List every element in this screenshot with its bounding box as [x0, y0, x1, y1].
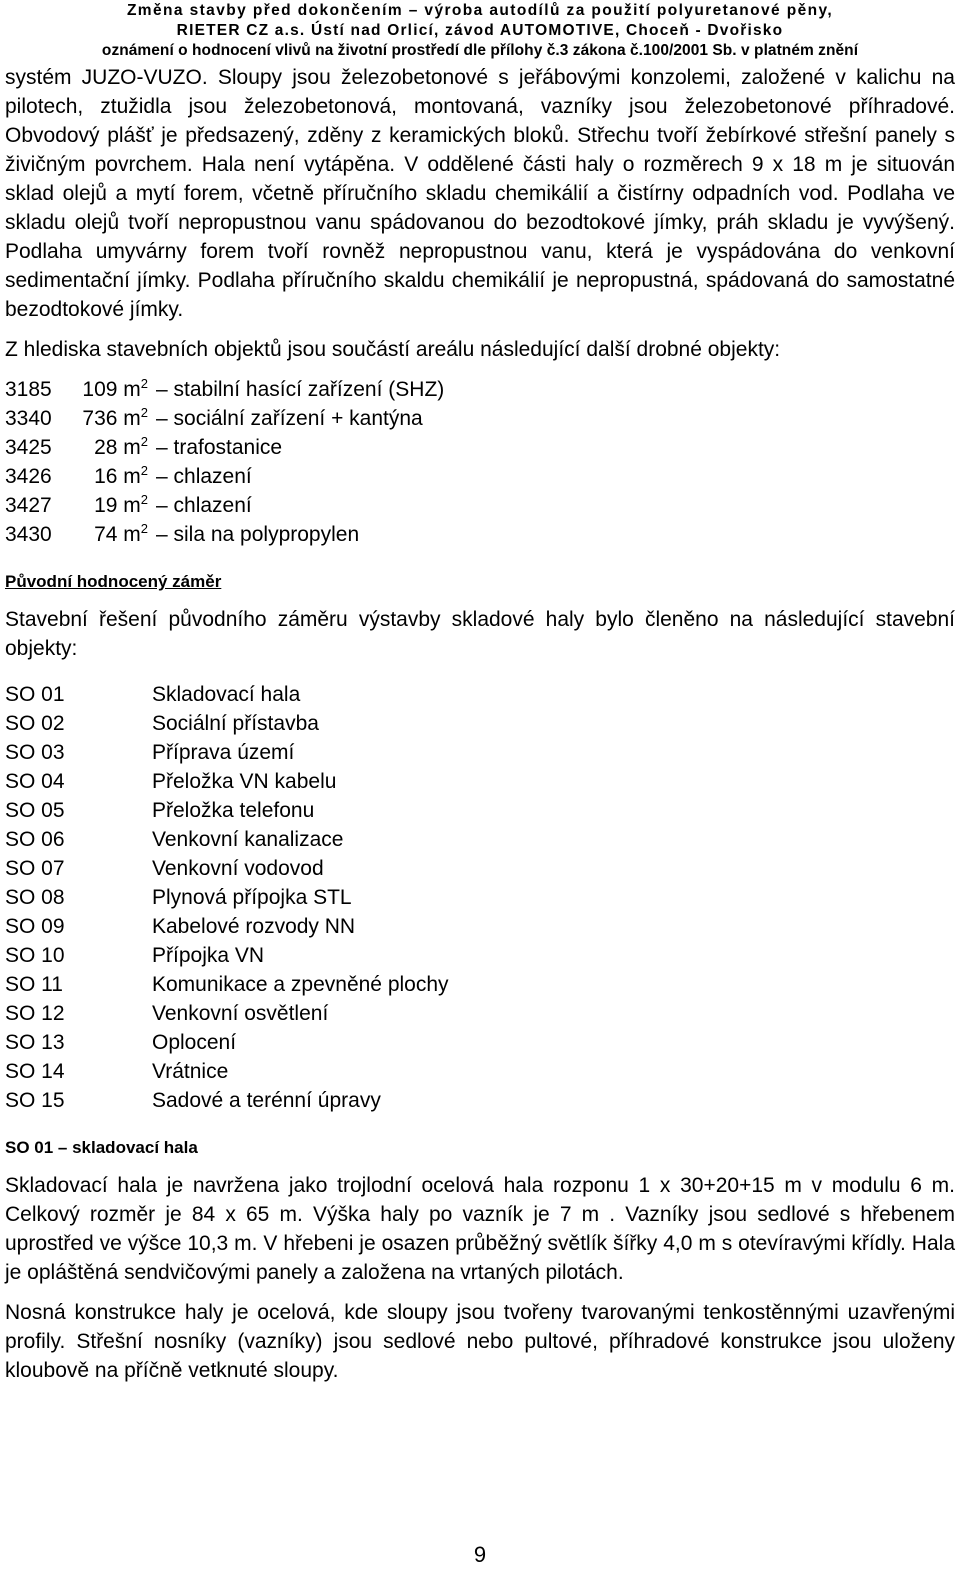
object-description: – trafostanice — [156, 436, 283, 459]
object-area: 19 $m^2$ — [94, 492, 148, 517]
list-item — [5, 970, 955, 999]
so-name: Komunikace a zpevněné plochy — [152, 973, 449, 996]
so-code: SO 10 — [5, 944, 65, 967]
so-name: Sadové a terénní úpravy — [152, 1089, 381, 1112]
list-item — [5, 1086, 955, 1115]
list-item — [5, 433, 955, 462]
object-area: 109 $m^2$ — [82, 376, 148, 401]
list-item — [5, 854, 955, 883]
section-heading-so01: SO 01 – skladovací hala — [5, 1138, 198, 1157]
list-item — [5, 375, 955, 404]
header-line-1: Změna stavby před dokončením – výroba autodílů za použití polyuretanové pěny, — [126, 2, 834, 19]
so-name: Venkovní osvětlení — [152, 1002, 329, 1025]
so-code: SO 08 — [5, 886, 65, 909]
list-item — [5, 520, 955, 549]
so-code: SO 13 — [5, 1031, 65, 1054]
so-code: SO 04 — [5, 770, 65, 793]
document-body — [5, 63, 955, 1385]
so-name: Sociální přístavba — [152, 712, 319, 735]
object-area: 736 $m^2$ — [82, 405, 148, 430]
object-area: 74 $m^2$ — [94, 521, 148, 546]
so-name: Příprava území — [152, 741, 295, 764]
so-name: Plynová přípojka STL — [152, 886, 352, 909]
paragraph-building-description: systém JUZO-VUZO. Sloupy jsou železobetonové s jeřábovými konzolemi, založené v kalichu na pilotech, ztužidla jsou železobetonová, montovaná, vazníky jsou železobetonové příhradové. Obvodový plášť je předsazený, zděny z keramických bloků. Střechu tvoří žebírkové střešní panely s živičným povrchem. Hala není vytápěna. V oddělené části haly o rozměrech 9 x 18 m je situován sklad olejů a mytí forem, včetně příručního skladu chemikálií a čistírny odpadních vod. Podlaha ve skladu olejů tvoří nepropustnou vanu spádovanou do bezodtokové jímky, práh skladu je vyvýšený. Podlaha umyvárny forem tvoří rovněž nepropustnou vanu, která je vyspádována do venkovní sedimentační jímky. Podlaha příručního skaldu chemikálií je nepropustná, spádovaná do samostatné bezodtokové jímky. — [5, 66, 955, 321]
object-number: 3427 — [5, 494, 52, 517]
list-item — [5, 767, 955, 796]
list-item — [5, 404, 955, 433]
so-name: Přeložka VN kabelu — [152, 770, 337, 793]
list-item — [5, 941, 955, 970]
page-number: 9 — [473, 1542, 487, 1567]
paragraph-original-plan: Stavební řešení původního záměru výstavby skladové haly bylo členěno na následující stavební objekty: — [5, 608, 955, 660]
list-item — [5, 796, 955, 825]
object-number: 3426 — [5, 465, 52, 488]
header-line-3: oznámení o hodnocení vlivů na životní prostředí dle přílohy č.3 zákona č.100/2001 Sb. v platném znění — [101, 42, 859, 59]
so-code: SO 11 — [5, 973, 63, 996]
paragraph-load-bearing-structure: Nosná konstrukce haly je ocelová, kde sloupy jsou tvořeny tvarovanými tenkostěnnými uzavřenými profily. Střešní nosníky (vazníky) jsou sedlové nebo pultové, příhradové konstrukce jsou uloženy kloubově na příčně vetknuté sloupy. — [5, 1301, 955, 1382]
so-name: Kabelové rozvody NN — [152, 915, 356, 938]
list-item — [5, 825, 955, 854]
page-header — [0, 0, 960, 61]
so-name: Venkovní kanalizace — [152, 828, 344, 851]
so-name: Skladovací hala — [152, 683, 301, 706]
so-name: Venkovní vodovod — [152, 857, 324, 880]
so-name: Vrátnice — [152, 1060, 229, 1083]
so-name: Přeložka telefonu — [152, 799, 315, 822]
so-code: SO 14 — [5, 1060, 65, 1083]
so-name: Oplocení — [152, 1031, 237, 1054]
so-code: SO 07 — [5, 857, 65, 880]
object-number: 3185 — [5, 378, 52, 401]
list-item — [5, 912, 955, 941]
so-code: SO 01 — [5, 683, 65, 706]
object-number: 3425 — [5, 436, 52, 459]
object-description: – chlazení — [156, 494, 252, 517]
paragraph-objects-intro: Z hlediska stavebních objektů jsou součástí areálu následující další drobné objekty: — [5, 338, 781, 361]
so-code: SO 05 — [5, 799, 65, 822]
paragraph-so01-description: Skladovací hala je navržena jako trojlodní ocelová hala rozponu 1 x 30+20+15 m v modulu 6 m. Celkový rozměr je 84 x 65 m. Výška haly po vazník je 7 m . Vazníky jsou sedlové s hřebenem uprostřed ve výšce 10,3 m. V hřebeni je osazen průběžný světlík šířky 4,0 m s otevíravými křídly. Hala je opláštěná sendvičovými panely a založena na vrtaných pilotách. — [5, 1174, 955, 1284]
section-heading-original-plan: Původní hodnocený záměr — [5, 572, 222, 591]
so-code: SO 06 — [5, 828, 65, 851]
object-number: 3340 — [5, 407, 52, 430]
object-description: – chlazení — [156, 465, 252, 488]
list-item — [5, 1028, 955, 1057]
list-item — [5, 999, 955, 1028]
so-code: SO 15 — [5, 1089, 65, 1112]
list-item — [5, 709, 955, 738]
object-area: 28 $m^2$ — [94, 434, 148, 459]
list-item — [5, 680, 955, 709]
header-line-2: RIETER CZ a.s. Ústí nad Orlicí, závod AUTOMOTIVE, Choceň - Dvořisko — [176, 22, 784, 39]
list-item — [5, 883, 955, 912]
object-number: 3430 — [5, 523, 52, 546]
object-description: – sociální zařízení + kantýna — [156, 407, 423, 430]
list-item — [5, 738, 955, 767]
so-code: SO 02 — [5, 712, 65, 735]
so-code: SO 03 — [5, 741, 65, 764]
building-objects-list — [5, 680, 955, 1115]
list-item — [5, 462, 955, 491]
small-objects-list — [5, 375, 955, 549]
so-code: SO 09 — [5, 915, 65, 938]
so-code: SO 12 — [5, 1002, 65, 1025]
list-item — [5, 1057, 955, 1086]
list-item — [5, 491, 955, 520]
object-area: 16 $m^2$ — [94, 463, 148, 488]
so-name: Přípojka VN — [152, 944, 265, 967]
object-description: – sila na polypropylen — [156, 523, 360, 546]
object-description: – stabilní hasící zařízení (SHZ) — [156, 378, 445, 401]
